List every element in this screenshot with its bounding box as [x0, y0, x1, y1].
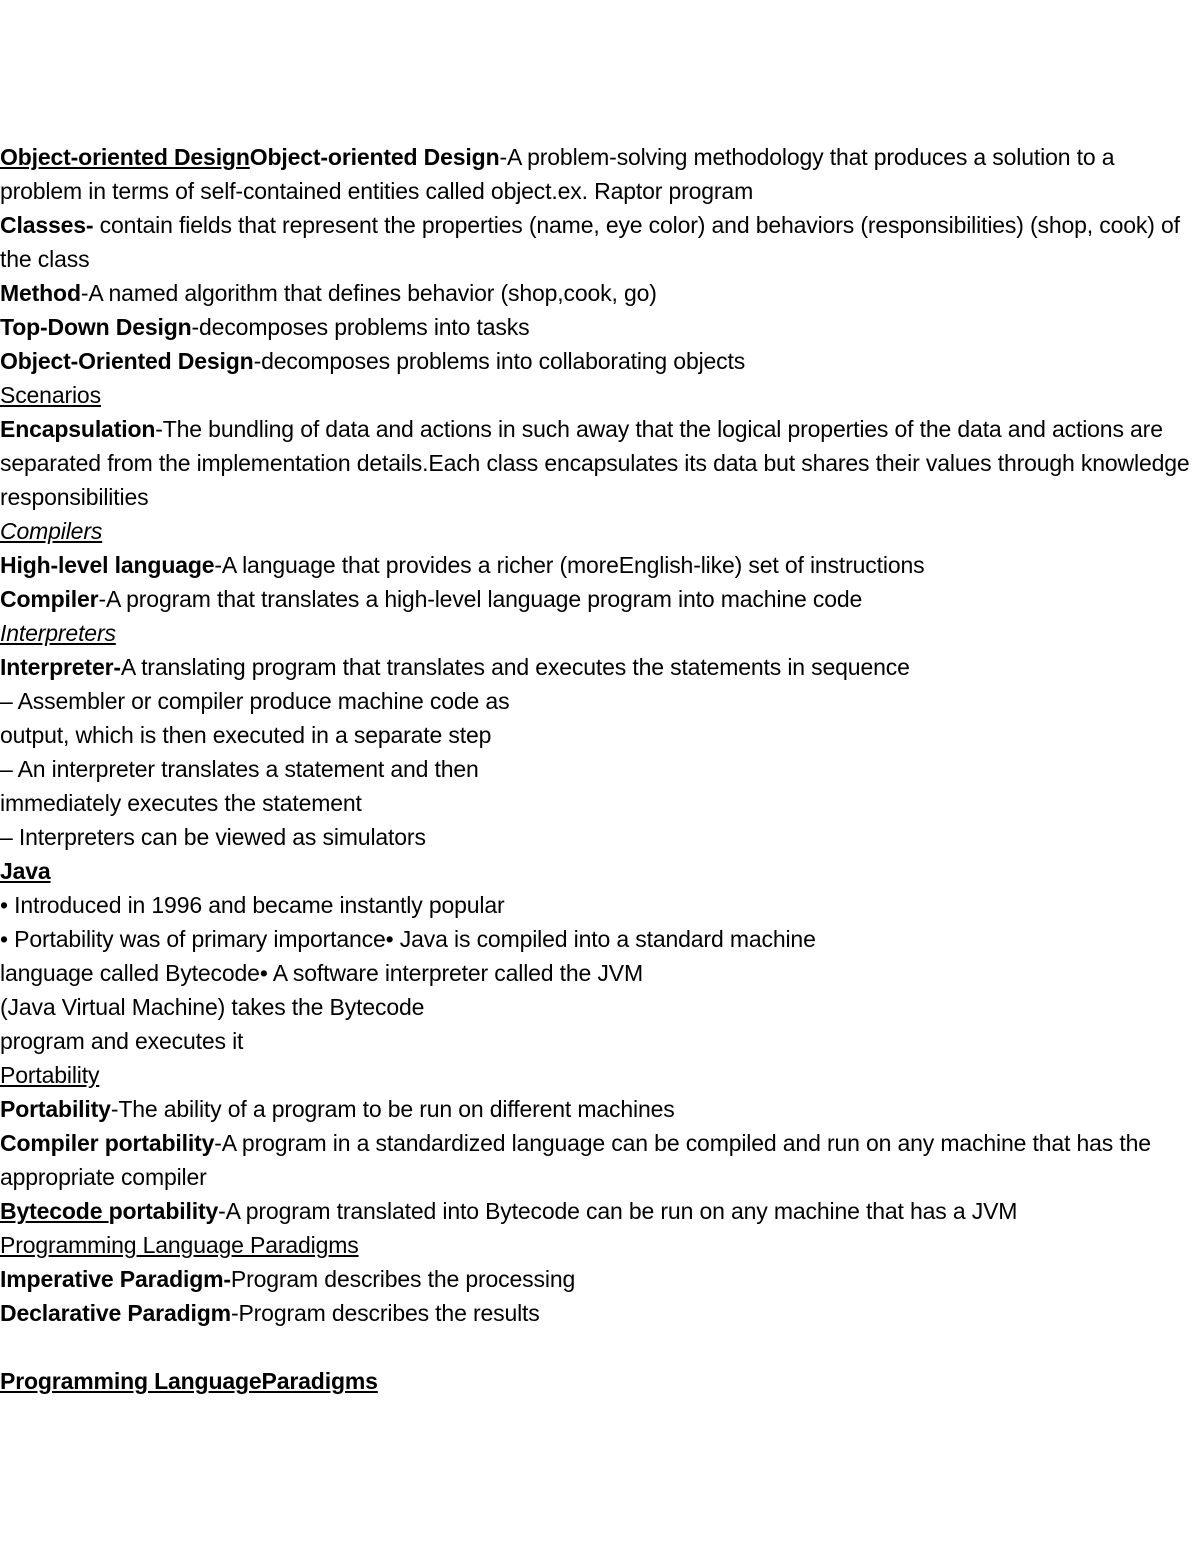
definition: -A named algorithm that defines behavior (shop,cook, go) — [80, 280, 657, 306]
definition: A translating program that translates and executes the statements in sequence — [120, 654, 910, 680]
heading-scenarios — [0, 378, 1192, 412]
term: Compiler — [0, 586, 99, 612]
paragraph-declarative-paradigm — [0, 1296, 1192, 1330]
heading-interpreters — [0, 616, 1192, 650]
term: Compiler portability — [0, 1130, 215, 1156]
definition: -decomposes problems into tasks — [191, 314, 530, 340]
section-heading: Programming LanguageParadigms — [0, 1368, 378, 1394]
definition: contain fields that represent the properties (name, eye color) and behaviors (responsibilities) (shop, cook) of the class — [0, 212, 1180, 272]
heading-java — [0, 854, 1192, 888]
text-line: program and executes it — [0, 1028, 244, 1054]
definition: -Program describes the results — [230, 1300, 540, 1326]
paragraph-object-oriented-design — [0, 140, 1192, 208]
paragraph-compiler-portability — [0, 1126, 1192, 1194]
paragraph-compiler — [0, 582, 1192, 616]
text-line: immediately executes the statement — [0, 790, 362, 816]
section-heading: Java — [0, 858, 51, 884]
paragraph-high-level-language — [0, 548, 1192, 582]
section-heading: Compilers — [0, 518, 103, 544]
definition: -A program that translates a high-level language program into machine code — [98, 586, 863, 612]
section-heading: Object-oriented Design — [0, 144, 250, 170]
paragraph-top-down-design — [0, 310, 1192, 344]
text-line: – Assembler or compiler produce machine code as — [0, 688, 510, 714]
text-line: language called Bytecode• A software interpreter called the JVM — [0, 960, 643, 986]
paragraph-portability — [0, 1092, 1192, 1126]
term: High-level language — [0, 552, 215, 578]
definition: -decomposes problems into collaborating objects — [253, 348, 746, 374]
term: Encapsulation — [0, 416, 156, 442]
term: Declarative Paradigm — [0, 1300, 231, 1326]
paragraph-object-oriented-design-2 — [0, 344, 1192, 378]
term: portability — [108, 1198, 219, 1224]
bullet-line: • Introduced in 1996 and became instantly popular — [0, 892, 505, 918]
heading-portability — [0, 1058, 1192, 1092]
term: Bytecode — [0, 1198, 109, 1224]
definition: -A language that provides a richer (moreEnglish-like) set of instructions — [214, 552, 925, 578]
term: Object-oriented Design — [249, 144, 500, 170]
term: Method — [0, 280, 81, 306]
definition: -A program in a standardized language can be compiled and run on any machine that has the appropriate compiler — [0, 1130, 1151, 1190]
section-heading: Scenarios — [0, 382, 101, 408]
text-line: output, which is then executed in a separate step — [0, 722, 492, 748]
definition: -A program translated into Bytecode can be run on any machine that has a JVM — [218, 1198, 1018, 1224]
definition: -A problem-solving methodology that produces a solution to a problem in terms of self-contained entities called object.ex. Raptor program — [0, 144, 1115, 204]
term: Imperative Paradigm- — [0, 1266, 231, 1292]
section-heading: Interpreters — [0, 620, 116, 646]
term: Interpreter- — [0, 654, 121, 680]
text-line: (Java Virtual Machine) takes the Bytecode — [0, 994, 425, 1020]
bullet-line: • Portability was of primary importance• Java is compiled into a standard machine — [0, 926, 816, 952]
text-line: – Interpreters can be viewed as simulators — [0, 824, 426, 850]
heading-compilers — [0, 514, 1192, 548]
heading-programming-language-paradigms — [0, 1228, 1192, 1262]
term: Classes- — [0, 212, 94, 238]
paragraph-bytecode-portability — [0, 1194, 1192, 1228]
definition: -The ability of a program to be run on different machines — [110, 1096, 675, 1122]
heading-programming-language-paradigms-2 — [0, 1364, 1192, 1398]
term: Object-Oriented Design — [0, 348, 254, 374]
paragraph-method — [0, 276, 1192, 310]
paragraph-classes — [0, 208, 1192, 276]
term: Portability — [0, 1096, 111, 1122]
paragraph-interpreter — [0, 650, 1192, 684]
paragraph-imperative-paradigm — [0, 1262, 1192, 1296]
term: Top-Down Design — [0, 314, 192, 340]
blank-line — [0, 1330, 1192, 1364]
paragraph-encapsulation — [0, 412, 1192, 514]
definition: Program describes the processing — [230, 1266, 576, 1292]
definition: -The bundling of data and actions in such away that the logical properties of the data and actions are separated from the implementation details.Each class encapsulates its data but shares their values through knowledge responsibilities — [0, 416, 1190, 510]
document-page — [0, 140, 1192, 1398]
section-heading: Programming Language Paradigms — [0, 1232, 359, 1258]
text-line: – An interpreter translates a statement and then — [0, 756, 479, 782]
section-heading: Portability — [0, 1062, 100, 1088]
